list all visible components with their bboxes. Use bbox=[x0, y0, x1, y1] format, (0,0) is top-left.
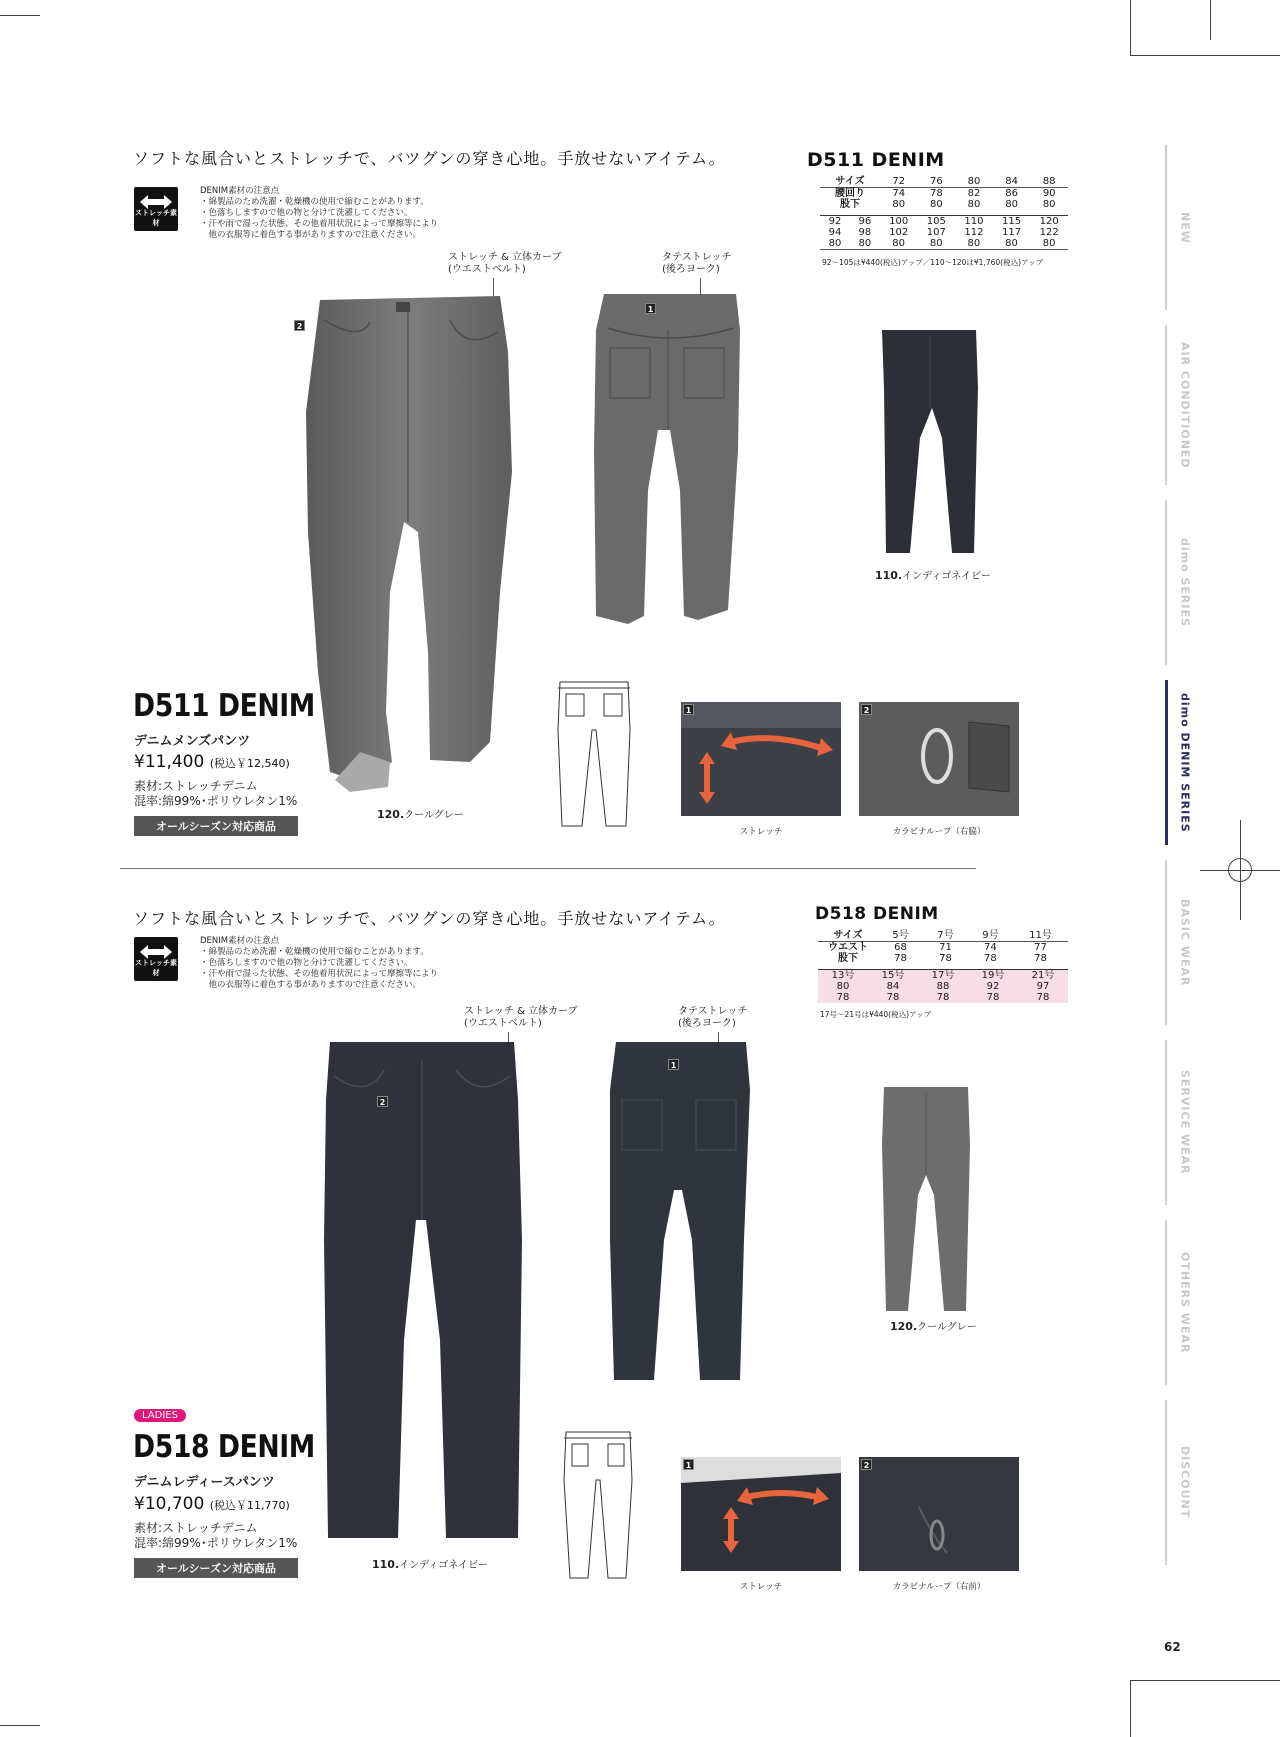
denim-care-notes: DENIM素材の注意点 ・綿製品のため洗濯・乾燥機の使用で縮むことがあります。 ・色落ちしますので他の物と分けて洗濯してください。 ・汗や雨で湿った状態、その他着用状況によって摩擦等により 他の衣服等に着色する事がありますので注意ください。 bbox=[200, 936, 439, 990]
tab-service-wear[interactable]: SERVICE WEAR bbox=[1165, 1040, 1193, 1205]
product-title: D518 DENIM bbox=[133, 1429, 315, 1465]
pants-front-navy-image bbox=[318, 1040, 528, 1540]
size-table-title: D511 DENIM bbox=[807, 149, 945, 171]
pants-navy-image bbox=[880, 328, 980, 560]
detail-tag-1: 1 bbox=[668, 1059, 679, 1070]
tab-basic-wear[interactable]: BASIC WEAR bbox=[1165, 860, 1193, 1025]
color-caption-grey: 120.クールグレー bbox=[377, 808, 464, 821]
section-divider bbox=[120, 868, 976, 869]
size-table-title: D518 DENIM bbox=[815, 904, 939, 924]
detail-photo-carabiner bbox=[859, 702, 1019, 816]
color-caption-grey: 120.クールグレー bbox=[890, 1320, 977, 1333]
size-table-large: 92 96 100 105 110 115 120 94 98 102 107 112 117 122 80 80 80 80 80 80 80 bbox=[820, 215, 1068, 250]
callout-waistband: ストレッチ & 立体カーブ (ウエストベルト) bbox=[448, 252, 562, 275]
detail-photo-stretch bbox=[681, 702, 841, 816]
tab-air-conditioned[interactable]: AIR CONDITIONED bbox=[1165, 325, 1193, 485]
page-number: 62 bbox=[1164, 1640, 1181, 1654]
detail-tag-2: 2 bbox=[377, 1096, 388, 1107]
product-subtitle: デニムレディースパンツ bbox=[134, 1475, 275, 1490]
detail-tag-1: 1 bbox=[683, 704, 694, 715]
crop-mark bbox=[1130, 1680, 1131, 1737]
detail-tag-2: 2 bbox=[294, 320, 305, 331]
material-info: 素材:ストレッチデニム 混率:綿99%･ポリウレタン1% bbox=[134, 1521, 298, 1550]
detail-caption-carabiner: カラビナループ（右前） bbox=[892, 1582, 986, 1592]
tab-dimo-series[interactable]: dimo SERIES bbox=[1165, 500, 1193, 665]
product-price: ¥10,700 (税込￥11,770) bbox=[134, 1494, 290, 1514]
pants-line-drawing bbox=[560, 1430, 636, 1582]
size-table-large: 13号 15号 17号 19号 21号 80 84 88 92 97 78 78 78 78 78 bbox=[818, 969, 1068, 1003]
registration-mark bbox=[1228, 858, 1252, 882]
crop-mark bbox=[1130, 55, 1280, 56]
crop-mark bbox=[0, 1725, 40, 1726]
stretch-material-icon: ストレッチ素材 bbox=[134, 937, 178, 981]
crop-mark bbox=[1130, 0, 1131, 55]
color-caption-navy: 110.インディゴネイビー bbox=[875, 569, 991, 582]
pants-back-grey-image bbox=[588, 290, 748, 630]
detail-tag-2: 2 bbox=[861, 704, 872, 715]
callout-back-yoke: タテストレッチ (後ろヨーク) bbox=[662, 252, 732, 275]
crop-mark bbox=[0, 15, 40, 16]
detail-caption-carabiner: カラビナループ（右脇） bbox=[892, 827, 986, 837]
detail-tag-2: 2 bbox=[861, 1459, 872, 1470]
detail-photo-carabiner bbox=[859, 1457, 1019, 1571]
product-price: ¥11,400 (税込￥12,540) bbox=[134, 752, 290, 772]
product-title: D511 DENIM bbox=[133, 688, 315, 724]
pants-back-navy-image bbox=[604, 1040, 754, 1385]
crop-mark bbox=[1130, 1680, 1280, 1681]
all-season-badge: オールシーズン対応商品 bbox=[134, 1558, 298, 1578]
color-caption-navy: 110.インディゴネイビー bbox=[372, 1558, 488, 1571]
tab-new[interactable]: NEW bbox=[1165, 145, 1193, 310]
detail-tag-1: 1 bbox=[645, 303, 656, 314]
size-surcharge-note: 17号～21号は¥440(税込)アップ bbox=[820, 1010, 932, 1019]
size-table: サイズ 72 76 80 84 88 腰回り 74 78 82 86 90 股下 80 80 80 80 80 bbox=[820, 176, 1068, 210]
tab-others-wear[interactable]: OTHERS WEAR bbox=[1165, 1220, 1193, 1385]
stretch-material-icon: ストレッチ素材 bbox=[134, 187, 178, 231]
pants-front-grey-image bbox=[300, 292, 540, 797]
detail-caption-stretch: ストレッチ bbox=[739, 827, 783, 837]
size-surcharge-note: 92～105は¥440(税込)アップ／110～120は¥1,760(税込)アップ bbox=[822, 258, 1043, 267]
product-headline: ソフトな風合いとストレッチで、バツグンの穿き心地。手放せないアイテム。 bbox=[133, 149, 726, 168]
pants-grey-image bbox=[880, 1085, 972, 1315]
detail-photo-stretch bbox=[681, 1457, 841, 1571]
product-subtitle: デニムメンズパンツ bbox=[134, 734, 251, 749]
callout-waistband: ストレッチ & 立体カーブ (ウエストベルト) bbox=[464, 1006, 578, 1029]
all-season-badge: オールシーズン対応商品 bbox=[134, 816, 298, 836]
size-table: サイズ 5号 7号 9号 11号 ウエスト 68 71 74 77 股下 78 78 78 78 bbox=[818, 930, 1068, 964]
ladies-badge: LADIES bbox=[134, 1409, 186, 1422]
callout-back-yoke: タテストレッチ (後ろヨーク) bbox=[678, 1006, 748, 1029]
detail-tag-1: 1 bbox=[683, 1459, 694, 1470]
material-info: 素材:ストレッチデニム 混率:綿99%･ポリウレタン1% bbox=[134, 779, 298, 808]
pants-line-drawing bbox=[554, 680, 634, 830]
detail-caption-stretch: ストレッチ bbox=[739, 1582, 783, 1592]
denim-care-notes: DENIM素材の注意点 ・綿製品のため洗濯・乾燥機の使用で縮むことがあります。 ・色落ちしますので他の物と分けて洗濯してください。 ・汗や雨で湿った状態、その他着用状況によって摩擦等により 他の衣服等に着色する事がありますので注意ください。 bbox=[200, 186, 439, 240]
tab-discount[interactable]: DISCOUNT bbox=[1165, 1400, 1193, 1565]
product-headline: ソフトな風合いとストレッチで、バツグンの穿き心地。手放せないアイテム。 bbox=[133, 909, 726, 928]
crop-mark bbox=[1210, 0, 1211, 40]
tab-dimo-denim-series[interactable]: dimo DENIM SERIES bbox=[1165, 680, 1193, 845]
